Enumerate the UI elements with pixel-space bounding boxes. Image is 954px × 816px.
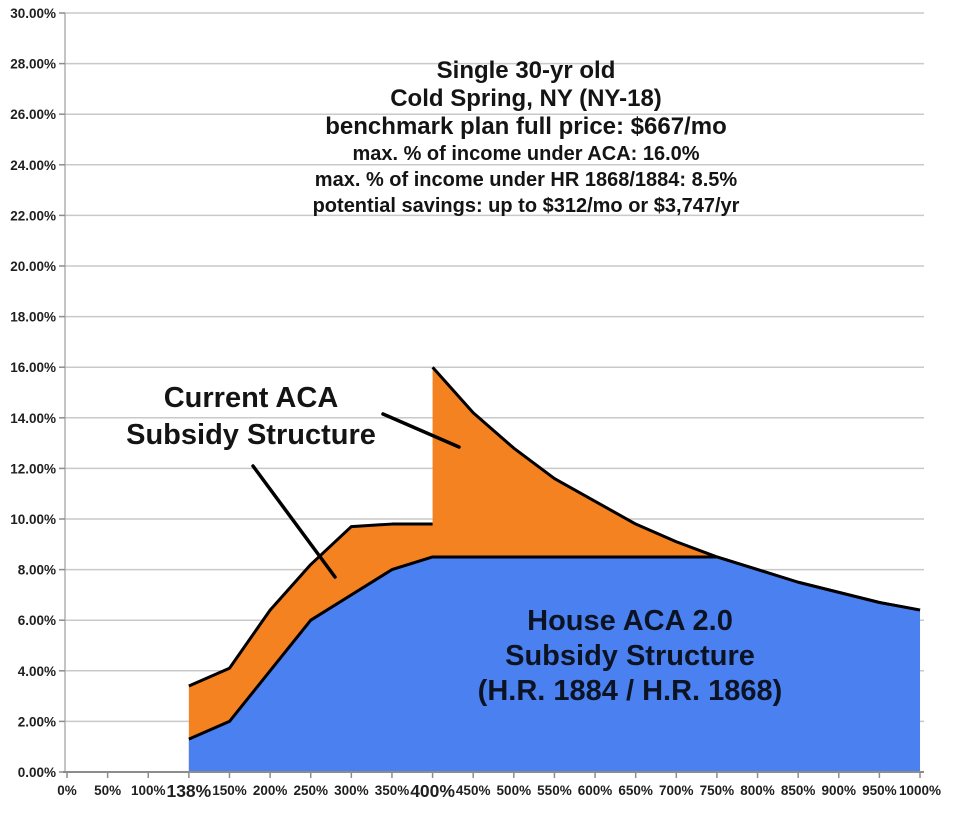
aca-area-label	[98, 380, 404, 454]
x-tick-label: 50%	[94, 783, 122, 798]
y-tick-label: 16.00%	[10, 360, 56, 376]
y-tick-label: 14.00%	[10, 410, 56, 426]
x-tick-label: 900%	[821, 783, 857, 798]
y-tick-label: 26.00%	[10, 107, 56, 123]
x-tick-label: 200%	[252, 783, 288, 798]
y-tick-label: 8.00%	[17, 562, 56, 578]
y-tick-label: 30.00%	[10, 6, 56, 21]
x-tick-label: 500%	[496, 783, 532, 798]
info-line-3: benchmark plan full price: $667/mo	[325, 113, 727, 140]
house-label-line-1: House ACA 2.0	[527, 605, 733, 637]
x-tick-label: 300%	[334, 783, 369, 798]
aca-label-line-1: Current ACA	[163, 382, 339, 414]
info-line-4: max. % of income under ACA: 16.0%	[352, 143, 700, 165]
y-tick-label: 20.00%	[10, 259, 56, 274]
x-tick-label: 800%	[740, 783, 775, 798]
x-tick-label: 650%	[618, 783, 653, 798]
x-tick-label: 150%	[212, 783, 247, 798]
aca-label-line-2: Subsidy Structure	[126, 419, 376, 451]
x-tick-label: 0%	[57, 783, 77, 798]
y-tick-label: 4.00%	[17, 663, 56, 679]
info-line-5: max. % of income under HR 1868/1884: 8.5%	[314, 169, 738, 191]
house-label-line-3: (H.R. 1884 / H.R. 1868)	[477, 675, 783, 707]
x-tick-label: 100%	[130, 783, 166, 798]
info-line-1: Single 30-yr old	[436, 57, 616, 84]
x-tick-label: 750%	[699, 783, 735, 798]
callout-line	[253, 466, 335, 577]
x-tick-label: 250%	[293, 783, 328, 798]
x-tick-label: 850%	[780, 783, 816, 798]
chart-info-block	[276, 57, 776, 219]
x-tick-label: 700%	[659, 783, 694, 798]
y-tick-label: 18.00%	[10, 309, 56, 325]
y-tick-label: 2.00%	[17, 714, 56, 730]
x-tick-label: 550%	[537, 783, 572, 798]
x-tick-label: 450%	[455, 783, 491, 798]
y-tick-label: 12.00%	[10, 461, 56, 477]
y-tick-label: 10.00%	[10, 512, 56, 527]
y-tick-label: 22.00%	[10, 208, 56, 224]
x-tick-label: 138%	[166, 781, 212, 801]
house-area-label	[428, 604, 832, 709]
info-line-2: Cold Spring, NY (NY-18)	[390, 85, 662, 112]
x-tick-label: 400%	[410, 781, 455, 801]
x-tick-label: 350%	[374, 783, 410, 798]
x-tick-label: 950%	[862, 783, 897, 798]
house-label-line-2: Subsidy Structure	[505, 640, 755, 672]
x-tick-label: 1000%	[898, 783, 942, 798]
y-tick-label: 6.00%	[17, 613, 56, 629]
y-tick-label: 24.00%	[10, 157, 56, 173]
y-tick-label: 28.00%	[10, 56, 56, 72]
y-tick-label: 0.00%	[17, 765, 56, 780]
x-tick-label: 600%	[577, 783, 613, 798]
info-line-6: potential savings: up to $312/mo or $3,747/yr	[312, 195, 740, 217]
